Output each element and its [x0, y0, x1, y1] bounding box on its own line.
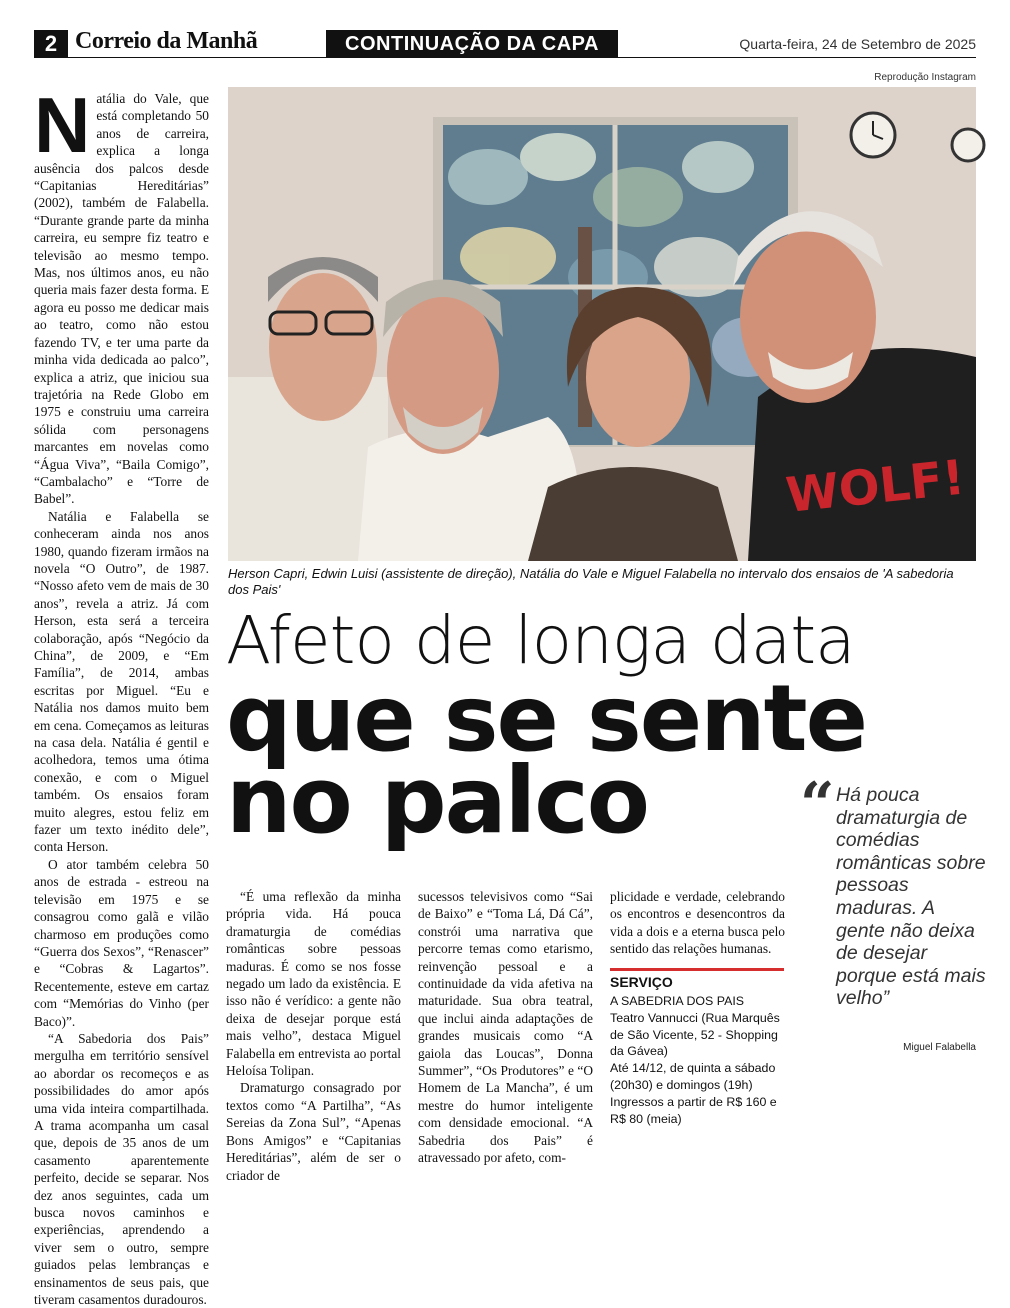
article-paragraph: O ator também celebra 50 anos de estrada - estreou na televisão em 1975 e se consagrou como galã e vilão charmoso em produções como “Guerra dos Sexos”, “Renascer” e “Cobras & Lagartos”. Recentemente, esteve em cartaz com “Memórias do Vinho (per Baco)”.: [34, 856, 209, 1029]
drop-cap: N: [34, 81, 91, 169]
header-rule: [34, 57, 976, 58]
article-paragraph: plicidade e verdade, celebrando os encontros e desencontros da vida a dois e a eterna busca pelo sentido das relações humanas.: [610, 889, 785, 957]
article-paragraph: sucessos televisivos como “Sai de Baixo” e “Toma Lá, Dá Cá”, constrói uma narrativa que percorre temas como etarismo, reinvenção pessoal e a continuidade da vida afetiva na maturidade. Sua obra teatral, que inclui ainda adaptações de grandes musicais como “A gaiola das Loucas”, Donna Summer”, “Os Produtores” e “O Homem de La Mancha”, é um mestre do humor inteligente com densidade emocional. “A Sabedria dos Pais” é atravessado por afeto, com-: [418, 889, 593, 1166]
photo-caption: Herson Capri, Edwin Luisi (assistente de direção), Natália do Vale e Miguel Falabella no intervalo dos ensaios de 'A sabedoria dos Pais': [228, 566, 954, 597]
article-paragraph: Natália do Vale, que está completando 50 anos de carreira, explica a longa ausência dos palcos desde “Capitanias Hereditárias” (2002), também de Falabella. “Durante grande parte da minha carreira, eu sempre fiz teatro e televisão ao mesmo tempo. Mas, nos últimos anos, eu não queria mais fazer desta forma. E agora eu posso me dedicar mais ao teatro, como não estou fazendo TV, e ter uma parte da minha vida dedicada ao palco”, explica a atriz, que iniciou sua trajetória na Rede Globo em 1975 e construiu uma carreira sólida com personagens marcantes em novelas como “Água Viva”, “Baila Comigo”, “Cambalacho” e “Torre de Babel”.: [34, 81, 209, 507]
article-paragraph: Dramaturgo consagrado por textos como “A Partilha”, “As Sereias da Zona Sul”, “Apenas Bons Amigos” e “Capitanias Hereditárias”, além de ser o criador de: [226, 1080, 401, 1183]
article-paragraph: “É uma reflexão da minha própria vida. Há pouca dramaturgia de comédias românticas sobre pessoas maduras. É como se nos fosse negado um lado da existência. E isso não é verídico: a gente não deixa de desejar porque está mais velho”, destaca Miguel Falabella em entrevista ao portal Heloísa Tolipan.: [226, 889, 401, 1079]
headline-line-1: Afeto de longa data: [226, 602, 855, 679]
article-column-2: [226, 888, 401, 1184]
section-title: CONTINUAÇÃO DA CAPA: [326, 30, 618, 58]
page-number: 2: [34, 30, 68, 58]
article-photo: [228, 87, 976, 561]
newspaper-brand: Correio da Manhã: [75, 28, 258, 54]
shirt-text: WOLF!: [783, 449, 968, 524]
servico-dates: Até 14/12, de quinta a sábado (20h30) e domingos (19h): [610, 1061, 776, 1092]
article-column-3: [418, 888, 593, 1167]
pull-quote: Há pouca dramaturgia de comédias românticas sobre pessoas maduras. A gente não deixa de desejar porque está mais velho”: [836, 784, 986, 1010]
servico-play: A SABEDRIA DOS PAIS: [610, 994, 745, 1008]
servico-details: [610, 993, 790, 1127]
article-column-4: [610, 888, 785, 958]
pull-quote-author: Miguel Falabella: [903, 1042, 976, 1053]
servico-tickets: Ingressos a partir de R$ 160 e R$ 80 (meia): [610, 1094, 777, 1126]
photo-credit: Reprodução Instagram: [874, 72, 976, 83]
article-column-1: [34, 81, 209, 1308]
quote-mark-icon: “: [800, 770, 835, 840]
article-paragraph: Natália e Falabella se conheceram ainda nos anos 1980, quando fizeram irmãos na novela “O Outro”, de 1987. “Nosso afeto vem de mais de 30 anos”, revela a atriz. Já com Herson, esta será a terceira colaboração, após “Negócio da China”, de 2009, e “Em Família”, de 2014, ambas escritas por Miguel. “Eu e Natália nos damos muito bem em cena. Começamos as leituras na casa dela. Natália é gentil e acolhedora, temos uma ótima conexão, e com o Miguel também. Os ensaios foram muito alegres, estou feliz em fazer um texto inédito dele”, conta Herson.: [34, 508, 209, 855]
issue-date: Quarta-feira, 24 de Setembro de 2025: [739, 36, 976, 52]
headline-line-3: no palco: [226, 747, 648, 854]
servico-title: SERVIÇO: [610, 974, 673, 990]
article-paragraph: “A Sabedoria dos Pais” mergulha em território sensível ao abordar os recomeços e as possibilidades do amor após uma vida inteira compartilhada. A trama acompanha um casal que, depois de 35 anos de um casamento aparentemente perfeito, decide se separar. Nos dez anos seguintes, cada um busca novos caminhos e experiências, aprendendo a viver sem o outro, sempre guiados pelas lembranças e ensinamentos de seus pais, que tiveram casamentos duradouros.: [34, 1030, 209, 1308]
servico-rule: [610, 968, 784, 971]
servico-venue: Teatro Vannucci (Rua Marquês de São Vicente, 52 - Shopping da Gávea): [610, 1010, 780, 1059]
headline-line-2: que se sente: [226, 665, 866, 772]
